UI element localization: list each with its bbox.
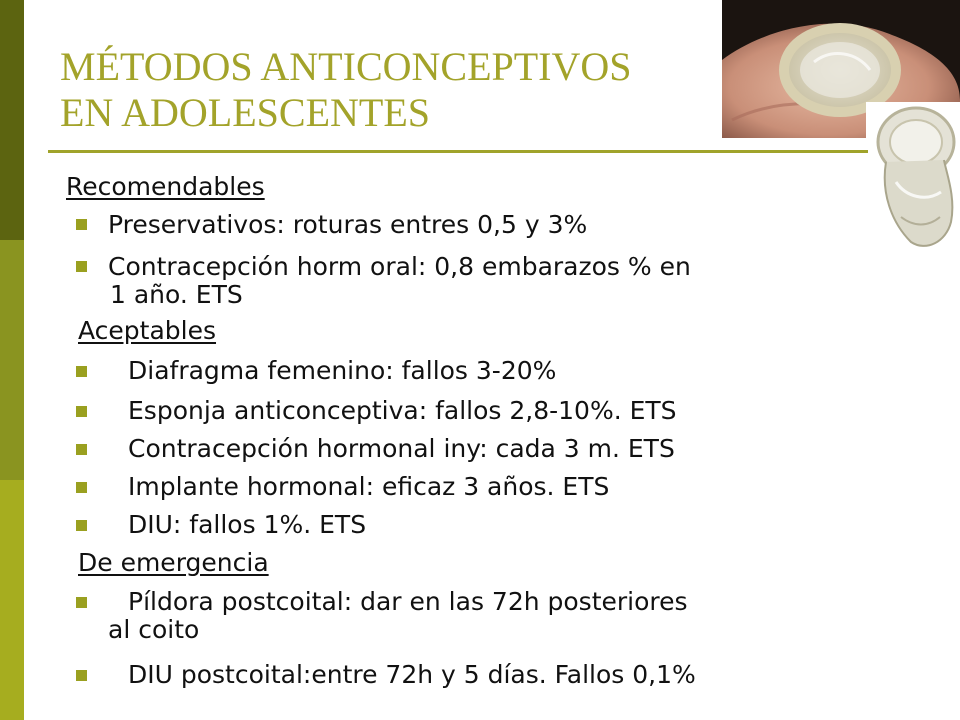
list-item bbox=[108, 588, 688, 644]
bullet-icon bbox=[76, 597, 87, 608]
list-item bbox=[128, 661, 696, 689]
list-item bbox=[128, 435, 675, 463]
bullet-icon bbox=[76, 520, 87, 531]
list-item-line: Píldora postcoital: dar en las 72h posteriores bbox=[128, 587, 688, 616]
list-item-line: Diafragma femenino: fallos 3-20% bbox=[128, 356, 557, 385]
list-item bbox=[108, 253, 691, 309]
bullet-icon bbox=[76, 670, 87, 681]
list-item-line: DIU: fallos 1%. ETS bbox=[128, 510, 367, 539]
section-heading-recomendables: Recomendables bbox=[66, 172, 265, 201]
slide-title-line-1: MÉTODOS ANTICONCEPTIVOS bbox=[60, 44, 632, 89]
list-item bbox=[128, 511, 366, 539]
list-item bbox=[128, 357, 556, 385]
list-item bbox=[128, 473, 609, 501]
section-heading-de-emergencia: De emergencia bbox=[78, 548, 269, 577]
bullet-icon bbox=[76, 219, 87, 230]
slide-title-line-2: EN ADOLESCENTES bbox=[60, 90, 430, 135]
list-item-line: Contracepción horm oral: 0,8 embarazos % en bbox=[108, 252, 691, 281]
list-item-line: Esponja anticonceptiva: fallos 2,8-10%. ETS bbox=[128, 396, 677, 425]
list-item bbox=[108, 211, 587, 239]
bullet-icon bbox=[76, 482, 87, 493]
bullet-icon bbox=[76, 406, 87, 417]
bullet-icon bbox=[76, 366, 87, 377]
list-item-line: al coito bbox=[108, 615, 200, 644]
list-item bbox=[128, 397, 677, 425]
list-item-line: DIU postcoital:entre 72h y 5 días. Fallos 0,1% bbox=[128, 660, 696, 689]
list-item-line: 1 año. ETS bbox=[110, 280, 243, 309]
list-item-line: Preservativos: roturas entres 0,5 y 3% bbox=[108, 210, 588, 239]
list-item-line: Implante hormonal: eficaz 3 años. ETS bbox=[128, 472, 610, 501]
section-heading-aceptables: Aceptables bbox=[78, 316, 217, 345]
bullet-icon bbox=[76, 444, 87, 455]
bullet-icon bbox=[76, 261, 87, 272]
list-item-line: Contracepción hormonal iny: cada 3 m. ETS bbox=[128, 434, 675, 463]
